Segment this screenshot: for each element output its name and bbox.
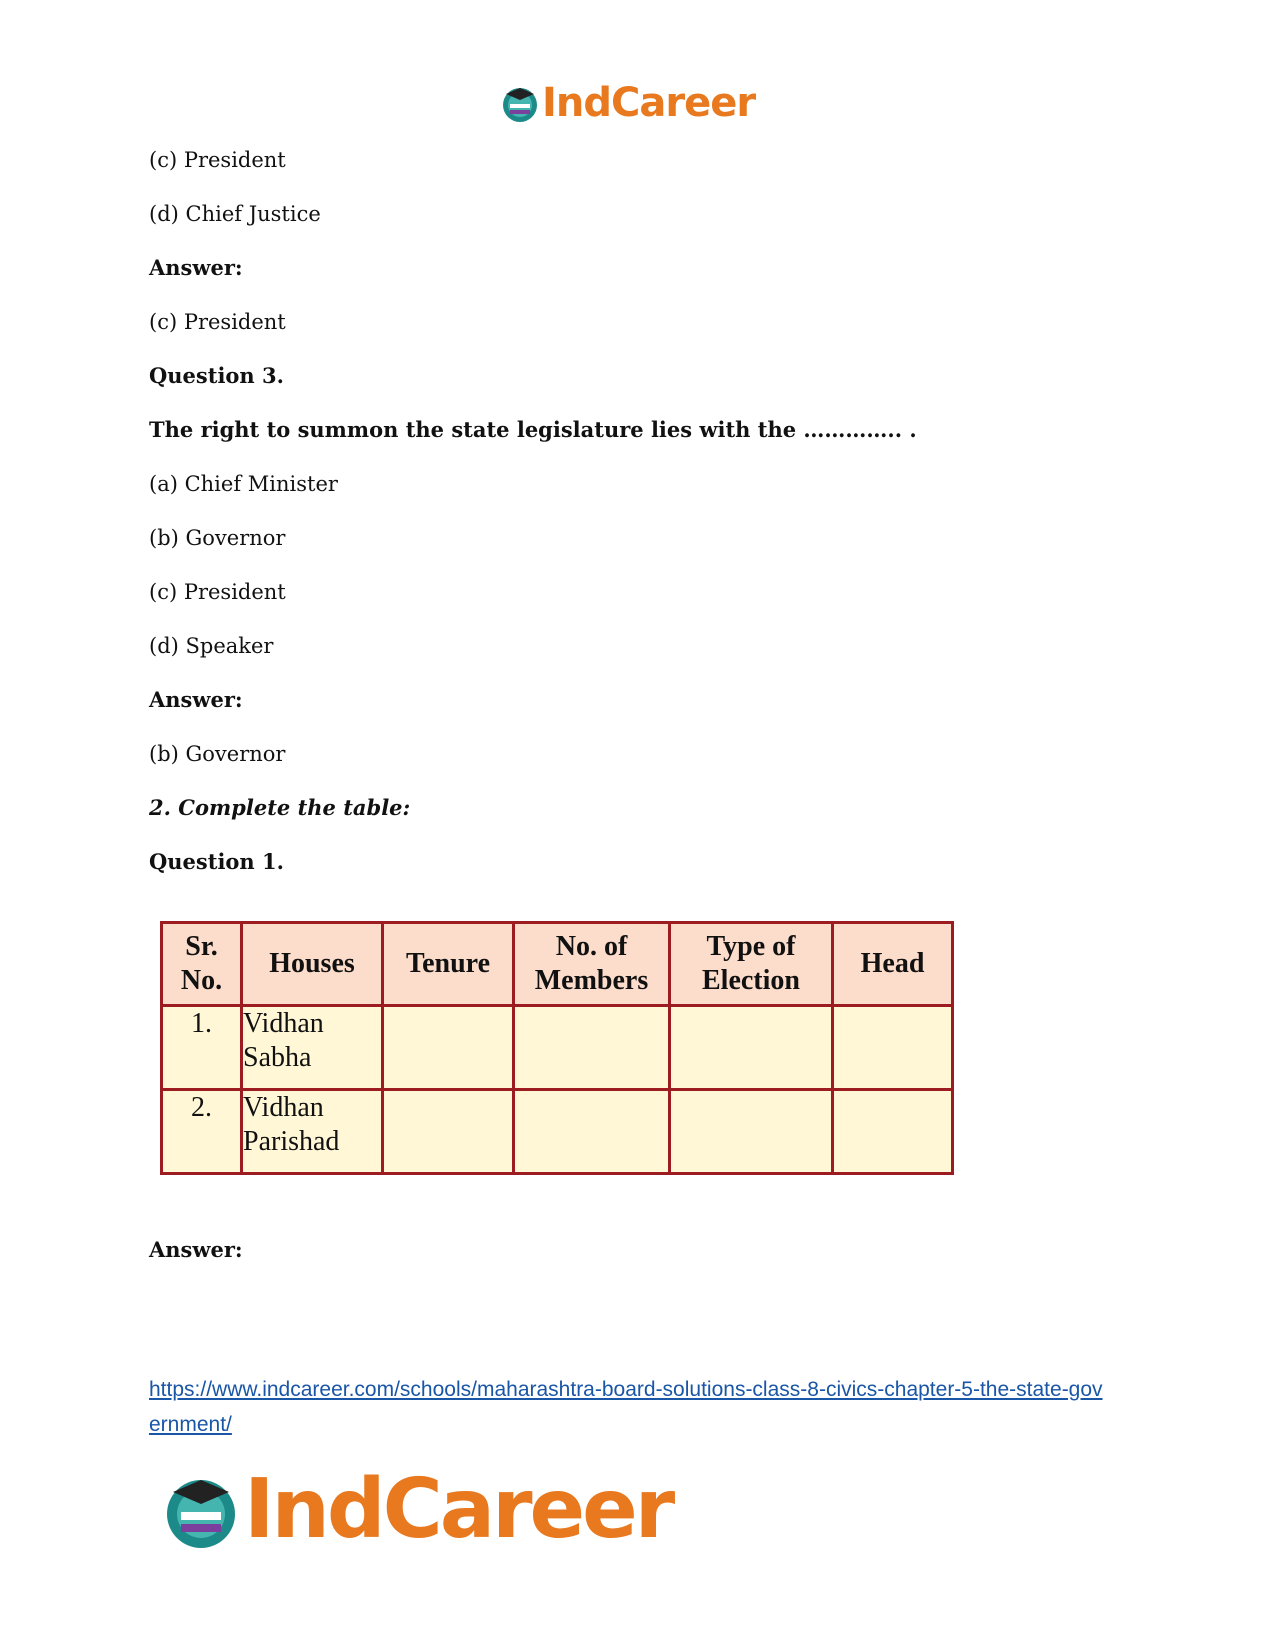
- s2-answer-label: Answer:: [149, 1237, 243, 1262]
- cell-sr: 1.: [162, 1006, 242, 1090]
- cell-house: Vidhan Sabha: [242, 1006, 383, 1090]
- cell-tenure: [383, 1006, 514, 1090]
- table-row: [162, 1006, 953, 1090]
- header-head: Head: [833, 923, 953, 1006]
- source-link[interactable]: https://www.indcareer.com/schools/maharashtra-board-solutions-class-8-civics-chapter-5-the-state-government/: [149, 1378, 1103, 1436]
- cell-head: [833, 1006, 953, 1090]
- graduation-globe-icon: [160, 1464, 242, 1556]
- q2-option-c: (c) President: [149, 148, 286, 172]
- cell-tenure: [383, 1090, 514, 1174]
- q3-answer: (b) Governor: [149, 742, 286, 766]
- graduation-globe-icon: [500, 80, 540, 126]
- q3-text: The right to summon the state legislature lies with the ………….. .: [149, 417, 917, 442]
- indcareer-logo-footer: [160, 1464, 700, 1556]
- q3-option-a: (a) Chief Minister: [149, 472, 338, 496]
- table-header-row: [162, 923, 953, 1006]
- q3-option-c: (c) President: [149, 580, 286, 604]
- cell-election: [670, 1090, 833, 1174]
- cell-sr: 2.: [162, 1090, 242, 1174]
- logo-text: IndCareer: [542, 80, 756, 126]
- logo-text: IndCareer: [244, 1462, 673, 1557]
- q2-answer-label: Answer:: [149, 255, 243, 280]
- cell-members: [514, 1090, 670, 1174]
- header-tenure: Tenure: [383, 923, 514, 1006]
- indcareer-logo-header: [500, 80, 770, 126]
- houses-table: [160, 921, 954, 1175]
- q3-option-b: (b) Governor: [149, 526, 286, 550]
- s2-question-1-label: Question 1.: [149, 849, 284, 874]
- q2-option-d: (d) Chief Justice: [149, 202, 321, 226]
- header-election: Type of Election: [670, 923, 833, 1006]
- cell-house: Vidhan Parishad: [242, 1090, 383, 1174]
- q3-option-d: (d) Speaker: [149, 634, 274, 658]
- header-members: No. of Members: [514, 923, 670, 1006]
- header-sr-no: Sr. No.: [162, 923, 242, 1006]
- q3-answer-label: Answer:: [149, 687, 243, 712]
- q3-label: Question 3.: [149, 363, 284, 388]
- q2-answer: (c) President: [149, 310, 286, 334]
- cell-members: [514, 1006, 670, 1090]
- section2-title: 2. Complete the table:: [149, 795, 411, 820]
- header-houses: Houses: [242, 923, 383, 1006]
- cell-head: [833, 1090, 953, 1174]
- table-row: [162, 1090, 953, 1174]
- cell-election: [670, 1006, 833, 1090]
